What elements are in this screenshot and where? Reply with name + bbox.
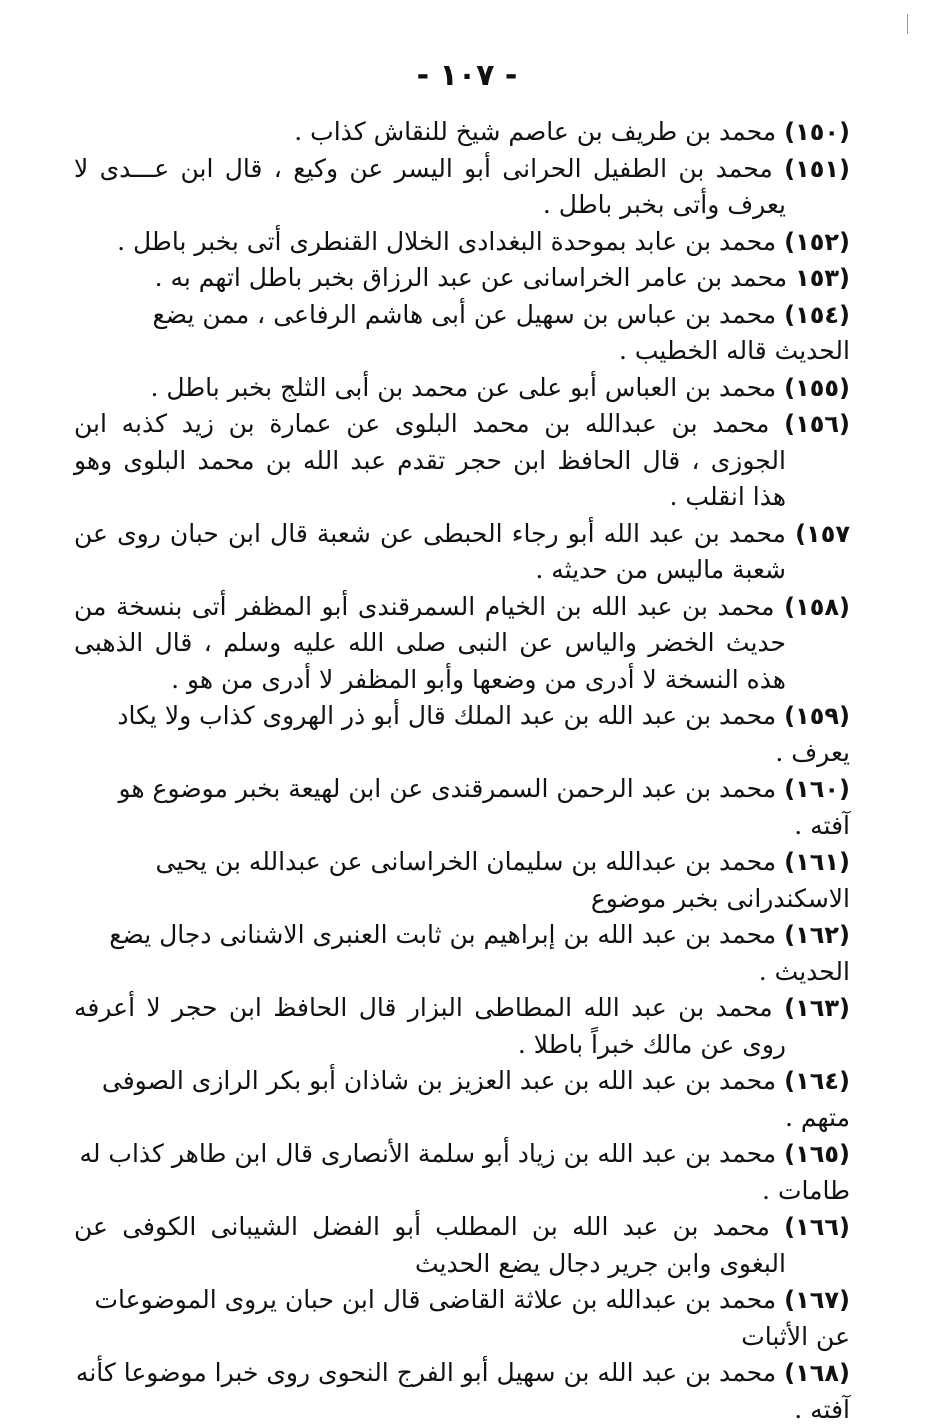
entry-number: (١٦٥) bbox=[784, 1140, 850, 1168]
entry-165 bbox=[74, 1136, 850, 1209]
entry-text: محمد بن عبد الله أبو رجاء الحبطى عن شعبة قال ابن حبان روى عن شعبة ماليس من حديثه . bbox=[74, 518, 786, 584]
entry-text: محمد بن عبد الله بن عبد العزيز بن شاذان أبو بكر الرازى الصوفى متهم . bbox=[101, 1066, 850, 1132]
entry-text: محمد بن عبد الله بن إبراهيم بن ثابت العنبرى الاشنانى دجال يضع الحديث . bbox=[109, 920, 850, 986]
entry-number: (١٦٧) bbox=[784, 1286, 850, 1314]
entry-number: (١٥٤) bbox=[784, 300, 850, 329]
entry-number: (١٦٦) bbox=[784, 1213, 850, 1241]
entry-text: محمد بن عبدالله بن محمد البلوى عن عمارة بن زيد كذبه ابن الجوزى ، قال الحافظ ابن حجر تقدم عبد الله بن محمد البلوى وهو هذا انقلب . bbox=[74, 409, 786, 511]
entry-167 bbox=[74, 1282, 850, 1355]
entry-number: (١٥٥) bbox=[784, 373, 850, 402]
entry-166 bbox=[74, 1209, 850, 1282]
entry-text: محمد بن عامر الخراسانى عن عبد الرزاق بخبر باطل اتهم به . bbox=[154, 263, 788, 292]
entry-160 bbox=[74, 771, 850, 844]
entry-number: (١٥٠) bbox=[784, 118, 850, 146]
entry-number: (١٥٨) bbox=[784, 592, 850, 621]
entry-text: محمد بن عبد الله المطاطى البزار قال الحافظ ابن حجر لا أعرفه روى عن مالك خبراً باطلا . bbox=[74, 993, 786, 1059]
page-number: - ١٠٧ - bbox=[416, 58, 518, 93]
entry-text: محمد بن عابد بموحدة البغدادى الخلال القنطرى أتى بخبر باطل . bbox=[117, 226, 777, 256]
entry-text: محمد بن الطفيل الحرانى أبو اليسر عن وكيع ، قال ابن عـــدى لا يعرف وأتى بخبر باطل . bbox=[74, 153, 786, 219]
entry-153 bbox=[74, 260, 850, 297]
entry-154 bbox=[74, 297, 850, 370]
entry-168 bbox=[74, 1355, 850, 1428]
entry-text: محمد بن عبدالله بن علاثة القاضى قال ابن حبان يروى الموضوعات عن الأثبات bbox=[94, 1285, 850, 1351]
entry-number: (١٥٩) bbox=[784, 702, 850, 730]
entry-number: (١٦٠) bbox=[784, 775, 850, 803]
entry-157 bbox=[74, 516, 850, 589]
entry-162 bbox=[74, 917, 850, 990]
entry-text: محمد بن عبد الله بن عبد الملك قال أبو ذر الهروى كذاب ولا يكاد يعرف . bbox=[117, 701, 850, 767]
entry-number: (١٦٢) bbox=[784, 921, 850, 949]
entry-164 bbox=[74, 1063, 850, 1136]
entry-163 bbox=[74, 990, 850, 1063]
entry-text: محمد بن عبد الله بن المطلب أبو الفضل الشيبانى الكوفى عن البغوى وابن جرير دجال يضع الحديث bbox=[74, 1212, 786, 1278]
entry-156 bbox=[74, 406, 850, 516]
entry-text: محمد بن عباس بن سهيل عن أبى هاشم الرفاعى ، ممن يضع الحديث قاله الخطيب . bbox=[152, 299, 850, 365]
entry-155 bbox=[74, 370, 850, 407]
entry-161 bbox=[74, 844, 850, 917]
entry-list bbox=[74, 114, 850, 1428]
entry-text: محمد بن عبد الله بن سهيل أبو الفرج النحوى روى خبرا موضوعا كأنه آفته . bbox=[75, 1358, 850, 1424]
entry-151 bbox=[74, 151, 850, 224]
entry-text: محمد بن العباس أبو على عن محمد بن أبى الثلج بخبر باطل . bbox=[150, 372, 777, 402]
entry-number: (١٦١) bbox=[784, 848, 850, 876]
entry-text: محمد بن طريف بن عاصم شيخ للنقاش كذاب . bbox=[294, 117, 777, 146]
entry-number: (١٦٨) bbox=[784, 1359, 850, 1387]
entry-159 bbox=[74, 698, 850, 771]
entry-text: محمد بن عبد الله بن زياد أبو سلمة الأنصارى قال ابن طاهر كذاب له طامات . bbox=[79, 1139, 850, 1205]
entry-152 bbox=[74, 224, 850, 261]
entry-text: محمد بن عبد الله بن الخيام السمرقندى أبو المظفر أتى بنسخة من حديث الخضر والياس عن النبى صلى الله عليه وسلم ، قال الذهبى هذه النسخة لا أدرى من وضعها وأبو المظفر لا أدرى من هو . bbox=[74, 591, 786, 694]
entry-number: (١٥١) bbox=[784, 154, 850, 183]
entry-number: (١٥٦) bbox=[784, 410, 850, 438]
entry-150 bbox=[74, 114, 850, 151]
entry-number: (١٦٣) bbox=[784, 994, 851, 1022]
entry-number: (١٥٣ bbox=[795, 264, 850, 292]
entry-number: ١٥٧) bbox=[795, 519, 850, 548]
entry-158 bbox=[74, 589, 850, 699]
scan-edge-mark bbox=[907, 14, 908, 34]
entry-text: محمد بن عبد الرحمن السمرقندى عن ابن لهيعة بخبر موضوع هو آفته . bbox=[118, 774, 850, 840]
entry-text: محمد بن عبدالله بن سليمان الخراسانى عن عبدالله بن يحيى الاسكندرانى بخبر موضوع bbox=[155, 847, 850, 913]
entry-number: (١٥٢) bbox=[784, 227, 850, 256]
entry-number: (١٦٤) bbox=[784, 1067, 850, 1095]
